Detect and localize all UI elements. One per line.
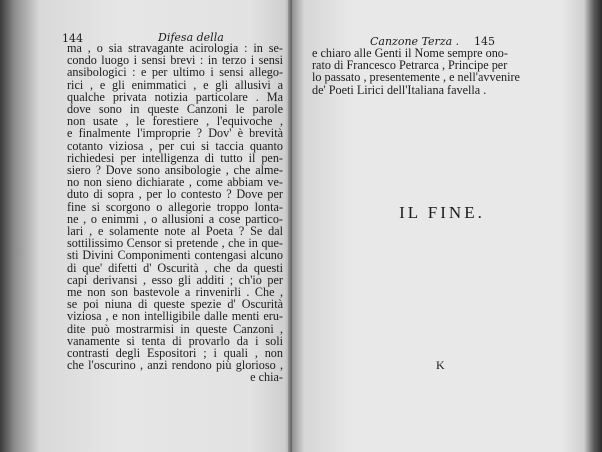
end-title: IL FINE.	[399, 203, 485, 222]
text-line: dite può mostrarmisi in queste Canzoni ,	[67, 321, 283, 336]
body-text	[67, 42, 283, 371]
text-line: no non sieno dichiarate , come abbiam ve-	[67, 175, 283, 190]
text-line: lari , e solamente note al Poeta ? Se dal	[67, 224, 283, 239]
text-line: me non son bastevole a rinvenirli . Che ,	[67, 285, 283, 300]
text-line: qualche privata notizia particolare . Ma	[67, 89, 283, 104]
text-line: duto di sopra , per lo contesto ? Dove per	[67, 187, 283, 202]
text-line: vanamente si tenta di provarlo da i soli	[67, 333, 283, 348]
text-line: rici , e gli enimmatici , e gli allusivi a	[67, 77, 283, 92]
body-text	[312, 46, 520, 97]
text-line: capi derivansi , esso gli additi ; ch'io per	[67, 272, 283, 287]
text-line: che l'oscurino , anzi rendono più glorioso ,	[67, 358, 283, 373]
text-line: di que' difetti d' Oscurità , che da questi	[67, 260, 283, 275]
running-head: Difesa della	[158, 31, 224, 44]
text-line: ne , o enimmi , o allusioni a cose partico-	[67, 211, 283, 226]
text-line: viziosa , e non intelligibile dalle menti eru-	[67, 309, 283, 324]
text-line: non usate , le forestiere , l'equivoche ,	[67, 114, 283, 129]
text-line: lo passato , presentemente , e nell'avvenire	[312, 70, 520, 85]
page-number: 144	[62, 32, 83, 45]
signature-mark: K	[436, 358, 445, 372]
text-line: e finalmente l'improprie ? Dov' è brevità	[67, 126, 283, 141]
text-line: rato di Francesco Petrarca , Principe per	[312, 58, 508, 73]
text-line: sottilissimo Censor si pretende , che in que-	[67, 236, 283, 251]
text-line: de' Poeti Lirici dell'Italiana favella .	[312, 82, 487, 97]
text-line: sti Divini Componimenti contengasi alcuno	[67, 248, 283, 263]
running-head: Canzone Terza .	[370, 35, 460, 48]
text-line: contrasti degli Espositori ; i quali , non	[67, 346, 283, 361]
text-line: siero ? Dove sono ansibologie , che almе-	[67, 163, 283, 178]
text-line: dove sono in queste Canzoni le parole	[67, 102, 283, 117]
text-line: ansibologici : e per ultimo i sensi allego-	[67, 65, 283, 80]
text-line: ma , o sia stravagante acirologia : in se-	[67, 41, 283, 55]
text-line: condo luogo i sensi brevi : in terzo i sensi	[67, 53, 283, 68]
left-page	[0, 0, 292, 452]
text-line: cotanto viziosa , per cui si taccia quanto	[67, 138, 283, 153]
text-line: richiedesi per intelligenza di tutto il pen-	[67, 150, 283, 165]
page-number: 145	[474, 35, 495, 48]
catchword-block	[67, 371, 283, 383]
text-line: fine si scorgono o allegorie troppo lonta-	[67, 199, 283, 214]
text-line: e chiaro alle Genti il Nome sempre ono-	[312, 46, 508, 60]
catchword: e chia-	[250, 370, 283, 384]
text-line: se poi niuna di queste spezie d' Oscurità	[67, 297, 283, 312]
